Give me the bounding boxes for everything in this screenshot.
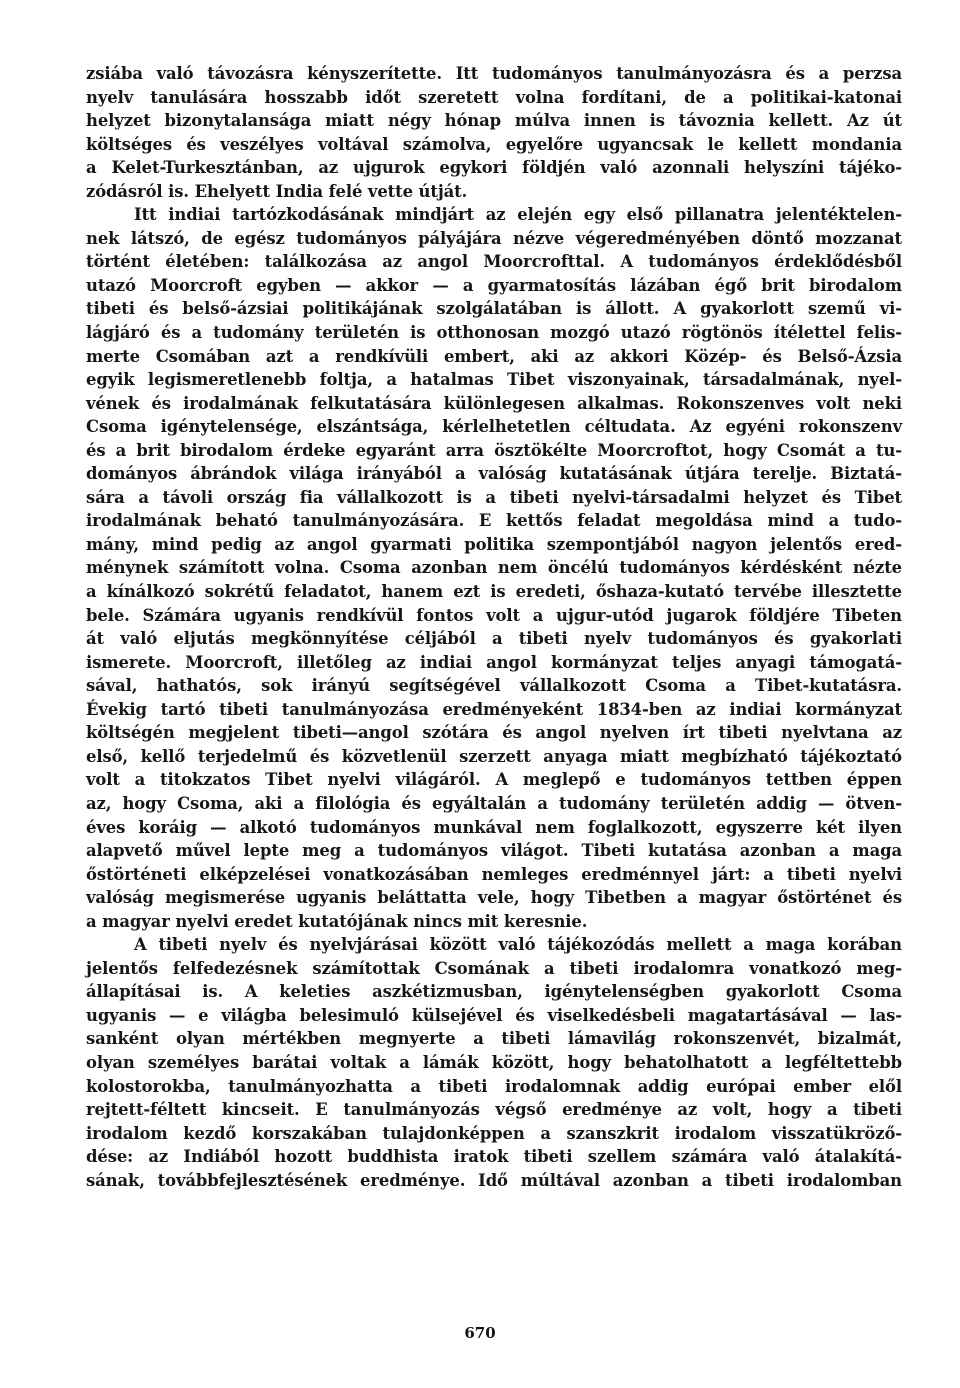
text-line: Évekig tartó tibeti tanulmányozása eredményeként 1834-ben az indiai kormányzat (86, 699, 902, 719)
paragraph (86, 62, 902, 203)
paragraph (86, 933, 902, 1192)
text-line: a magyar nyelvi eredet kutatójának nincs mit keresnie. (86, 911, 588, 931)
text-line: zódásról is. Ehelyett India felé vette útját. (86, 181, 468, 201)
text-line: A tibeti nyelv és nyelvjárásai között való tájékozódás mellett a maga korában (134, 935, 902, 955)
text-line: valóság megismerése ugyanis beláttatta vele, hogy Tibetben a magyar őstörténet és (86, 888, 902, 908)
text-line: alapvető művel lepte meg a tudományos világot. Tibeti kutatása azonban a maga (86, 841, 902, 861)
text-line: helyzet bizonytalansága miatt négy hónap múlva innen is távoznia kellett. Az út (86, 111, 902, 131)
text-line: ménynek számított volna. Csoma azonban nem öncélú tudományos kérdésként nézte (86, 558, 902, 578)
text-line: volt a titokzatos Tibet nyelvi világáról. A meglepő e tudományos tettben éppen (86, 770, 902, 790)
text-line: ugyanis — e világba belesimuló külsejével és viselkedésbeli magatartásával — las- (86, 1005, 902, 1025)
text-line: első, kellő terjedelmű és közvetlenül szerzett anyaga miatt megbízható tájékoztató (86, 746, 902, 766)
text-line: ismerete. Moorcroft, illetőleg az indiai angol kormányzat teljes anyagi támogatá- (86, 652, 902, 672)
text-line: dományos ábrándok világa irányából a valóság kutatásának útjára terelje. Biztatá- (86, 464, 902, 484)
text-line: Csoma igénytelensége, elszántsága, kérlelhetetlen céltudata. Az egyéni rokonszenv (86, 417, 902, 437)
text-line: nek látszó, de egész tudományos pályájára nézve végeredményében döntő mozzanat (86, 228, 902, 248)
text-line: állapításai is. A keleties aszkétizmusban, igénytelenségben gyakorlott Csoma (86, 982, 902, 1002)
text-line: bele. Számára ugyanis rendkívül fontos volt a ujgur-utód jugarok földjére Tibeten (86, 605, 902, 625)
text-line: sának, továbbfejlesztésének eredménye. Idő múltával azonban a tibeti irodalomban (86, 1170, 902, 1190)
text-line: a Kelet-Turkesztánban, az ujgurok egykori földjén való azonnali helyszíni tájéko- (86, 158, 902, 178)
text-line: történt életében: találkozása az angol Moorcrofttal. A tudományos érdeklődésből (86, 252, 902, 272)
text-line: merte Csomában azt a rendkívüli embert, aki az akkori Közép- és Belső-Ázsia (86, 346, 902, 366)
text-line: jelentős felfedezésnek számítottak Csomának a tibeti irodalomra vonatkozó meg- (86, 958, 902, 978)
text-line: kolostorokba, tanulmányozhatta a tibeti irodalomnak addig európai ember elől (86, 1076, 902, 1096)
text-line: olyan személyes barátai voltak a lámák között, hogy behatolhatott a legféltettebb (86, 1052, 902, 1072)
text-line: zsiába való távozásra kényszerítette. Itt tudományos tanulmányozásra és a perzsa (86, 64, 902, 83)
text-line: sanként olyan mértékben megnyerte a tibeti lámavilág rokonszenvét, bizalmát, (86, 1029, 902, 1049)
page-number: 670 (464, 1324, 496, 1342)
text-line: irodalmának beható tanulmányozására. E kettős feladat megoldása mind a tudo- (86, 511, 902, 531)
text-line: irodalom kezdő korszakában tulajdonképpen a szanszkrit irodalom visszatükröző- (86, 1123, 902, 1143)
text-line: őstörténeti elképzelései vonatkozásában nemleges eredménnyel járt: a tibeti nyelvi (86, 864, 902, 884)
text-line: rejtett-féltett kincseit. E tanulmányozás végső eredménye az volt, hogy a tibeti (86, 1100, 902, 1120)
text-line: nyelv tanulására hosszabb időt szeretett volna fordítani, de a politikai-katonai (86, 87, 902, 107)
text-line: dése: az Indiából hozott buddhista iratok tibeti szellem számára való átalakítá- (86, 1147, 902, 1167)
text-line: át való eljutás megkönnyítése céljából a tibeti nyelv tudományos és gyakorlati (86, 629, 902, 649)
text-line: vének és irodalmának felkutatására különlegesen alkalmas. Rokonszenves volt neki (86, 393, 902, 413)
text-line: a kínálkozó sokrétű feladatot, hanem ezt is eredeti, őshaza-kutató tervébe illesztette (86, 582, 902, 602)
text-line: az, hogy Csoma, aki a filológia és egyáltalán a tudomány területén addig — ötven- (86, 793, 902, 813)
text-line: mány, mind pedig az angol gyarmati politika szempontjából nagyon jelentős ered- (86, 534, 902, 554)
text-line: költségén megjelent tibeti—angol szótára és angol nyelven írt tibeti nyelvtana az (86, 723, 902, 743)
text-line: és a brit birodalom érdeke egyaránt arra ösztökélte Moorcroftot, hogy Csomát a tu- (86, 440, 902, 460)
text-line: sával, hathatós, sok irányú segítségével vállalkozott Csoma a Tibet-kutatásra. (86, 676, 902, 696)
page-body (86, 62, 902, 1192)
text-line: Itt indiai tartózkodásának mindjárt az elején egy első pillanatra jelentéktelen- (134, 205, 902, 225)
text-line: éves koráig — alkotó tudományos munkával nem foglalkozott, egyszerre két ilyen (86, 817, 902, 837)
text-line: tibeti és belső-ázsiai politikájának szolgálatában is állott. A gyakorlott szemű vi- (86, 299, 902, 319)
text-line: utazó Moorcroft egyben — akkor — a gyarmatosítás lázában égő brit birodalom (86, 275, 902, 295)
text-line: sára a távoli ország fia vállalkozott is a tibeti nyelvi-társadalmi helyzet és Tibet (86, 487, 902, 507)
paragraph (86, 203, 902, 933)
text-line: lágjáró és a tudomány területén is otthonosan mozgó utazó rögtönös ítélettel felis- (86, 323, 902, 343)
text-column (86, 62, 902, 1192)
text-line: egyik legismeretlenebb foltja, a hatalmas Tibet viszonyainak, társadalmának, nyel- (86, 370, 902, 390)
text-line: költséges és veszélyes voltával számolva, egyelőre ugyancsak le kellett mondania (86, 134, 902, 154)
